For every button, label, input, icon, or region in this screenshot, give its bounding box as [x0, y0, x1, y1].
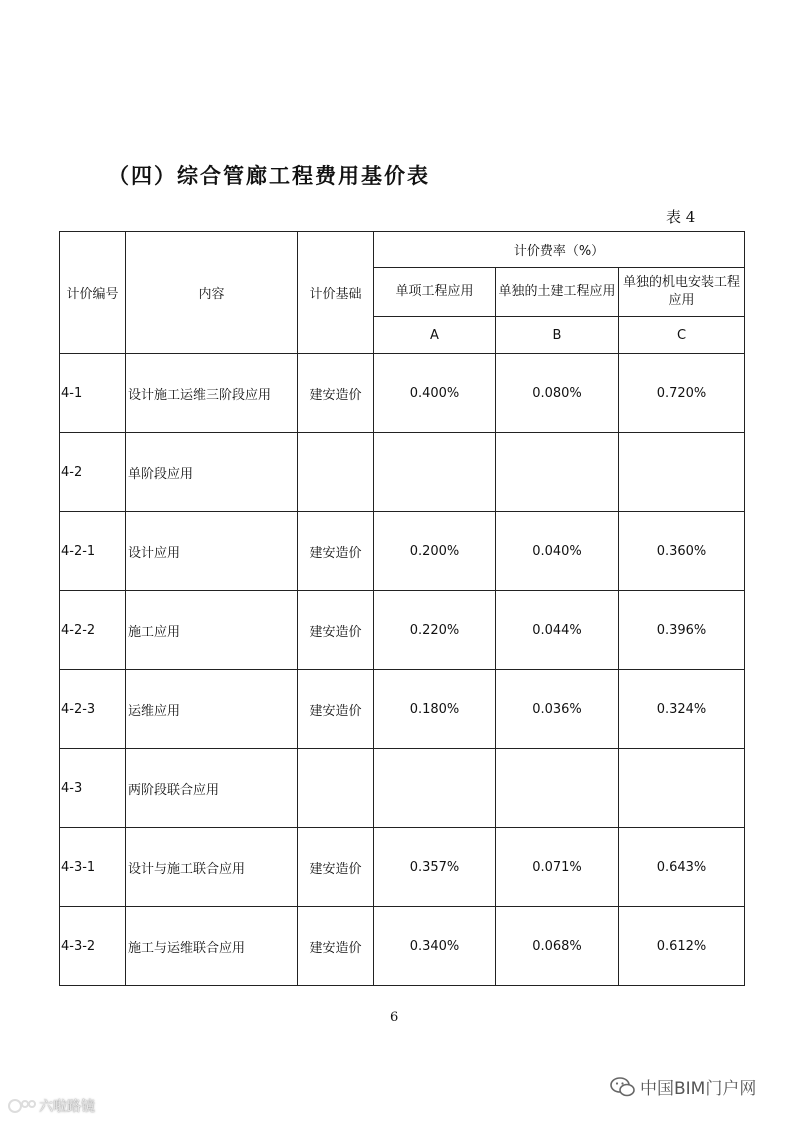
row-code: 4-3: [60, 749, 126, 828]
row-rate-c: 0.612%: [619, 907, 745, 986]
table-row: [60, 591, 745, 670]
row-rate-b: 0.040%: [496, 512, 619, 591]
row-rate-a: 0.220%: [374, 591, 496, 670]
header-code: 计价编号: [60, 232, 126, 354]
row-code: 4-2-1: [60, 512, 126, 591]
row-code: 4-2-2: [60, 591, 126, 670]
page-title: （四）综合管廊工程费用基价表: [108, 163, 430, 188]
row-rate-b: 0.036%: [496, 670, 619, 749]
table-number: 表 4: [666, 208, 696, 226]
row-rate-a: 0.340%: [374, 907, 496, 986]
fee-table: [59, 231, 745, 986]
header-rate-group: 计价费率（%）: [374, 232, 745, 268]
row-rate-a: 0.180%: [374, 670, 496, 749]
header-content: 内容: [126, 232, 298, 354]
page-number: 6: [390, 1010, 399, 1025]
row-code: 4-3-1: [60, 828, 126, 907]
header-letter-c: C: [619, 317, 745, 354]
row-rate-a: [374, 749, 496, 828]
row-basis: 建安造价: [298, 907, 374, 986]
source-logo-icon: [8, 1097, 36, 1115]
row-code: 4-3-2: [60, 907, 126, 986]
table-row: [60, 907, 745, 986]
table-row: [60, 828, 745, 907]
row-rate-c: 0.643%: [619, 828, 745, 907]
row-rate-b: 0.044%: [496, 591, 619, 670]
wechat-icon: [610, 1076, 636, 1098]
row-rate-c: 0.360%: [619, 512, 745, 591]
row-rate-a: 0.400%: [374, 354, 496, 433]
table-row: [60, 433, 745, 512]
row-rate-b: 0.080%: [496, 354, 619, 433]
row-basis: 建安造价: [298, 670, 374, 749]
row-rate-b: [496, 749, 619, 828]
watermark-right: [610, 1074, 756, 1099]
row-content: 施工应用: [126, 591, 298, 670]
table-row: [60, 670, 745, 749]
row-basis: 建安造价: [298, 512, 374, 591]
row-rate-b: 0.071%: [496, 828, 619, 907]
row-rate-a: 0.357%: [374, 828, 496, 907]
header-col-a: 单项工程应用: [374, 268, 496, 317]
header-col-b: 单独的土建工程应用: [496, 268, 619, 317]
row-code: 4-2-3: [60, 670, 126, 749]
row-basis: 建安造价: [298, 591, 374, 670]
row-content: 运维应用: [126, 670, 298, 749]
header-col-c: 单独的机电安装工程应用: [619, 268, 745, 317]
row-content: 设计应用: [126, 512, 298, 591]
header-letter-b: B: [496, 317, 619, 354]
row-rate-b: 0.068%: [496, 907, 619, 986]
row-rate-b: [496, 433, 619, 512]
row-rate-c: 0.324%: [619, 670, 745, 749]
row-content: 设计与施工联合应用: [126, 828, 298, 907]
row-rate-c: [619, 433, 745, 512]
header-basis: 计价基础: [298, 232, 374, 354]
row-basis: [298, 433, 374, 512]
header-letter-a: A: [374, 317, 496, 354]
watermark-right-text: 中国BIM门户网: [640, 1079, 757, 1099]
row-basis: [298, 749, 374, 828]
table-row: [60, 354, 745, 433]
row-content: 两阶段联合应用: [126, 749, 298, 828]
watermark-left: [8, 1096, 95, 1116]
row-basis: 建安造价: [298, 828, 374, 907]
row-rate-c: [619, 749, 745, 828]
row-code: 4-2: [60, 433, 126, 512]
row-rate-a: 0.200%: [374, 512, 496, 591]
row-content: 设计施工运维三阶段应用: [126, 354, 298, 433]
row-rate-c: 0.720%: [619, 354, 745, 433]
watermark-left-text: 六啦路镜: [39, 1099, 95, 1115]
table-row: [60, 512, 745, 591]
row-code: 4-1: [60, 354, 126, 433]
table-row: [60, 749, 745, 828]
row-rate-c: 0.396%: [619, 591, 745, 670]
row-rate-a: [374, 433, 496, 512]
row-content: 单阶段应用: [126, 433, 298, 512]
row-basis: 建安造价: [298, 354, 374, 433]
row-content: 施工与运维联合应用: [126, 907, 298, 986]
